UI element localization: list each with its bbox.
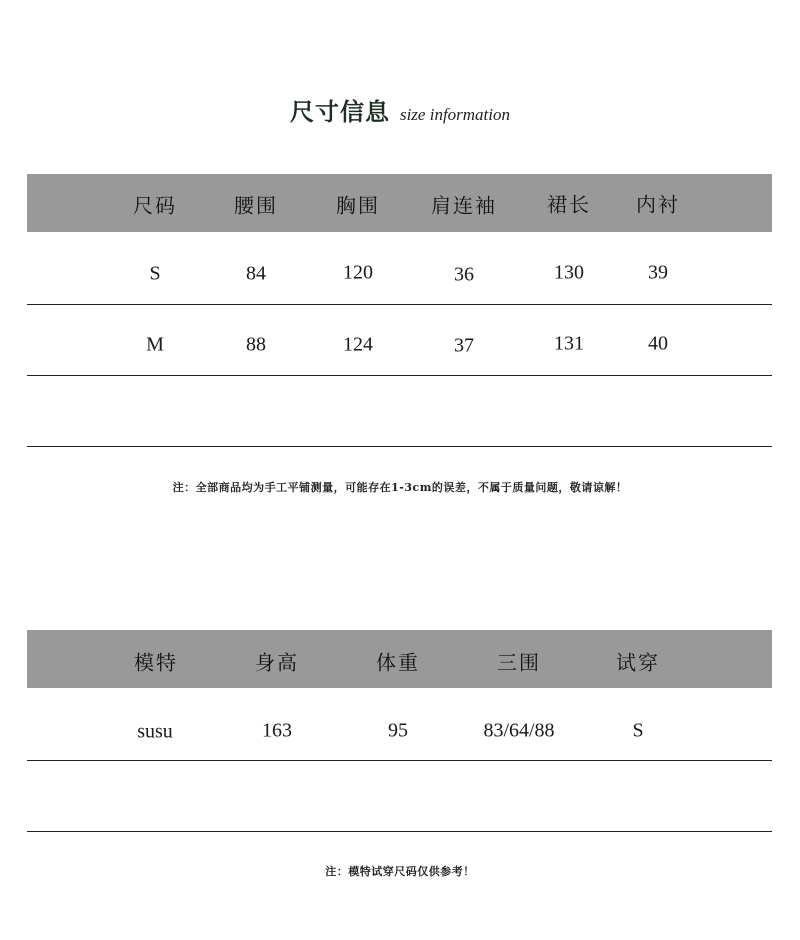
model-header-weight: 体重: [376, 650, 420, 675]
size-cell: M: [146, 333, 164, 356]
size-header-size: 尺码: [133, 193, 177, 218]
title-zh: 尺寸信息: [289, 97, 390, 126]
row-divider: [27, 304, 772, 305]
row-divider: [27, 446, 772, 447]
row-divider: [27, 831, 772, 832]
size-header-chest: 胸围: [336, 193, 380, 218]
size-cell: 120: [343, 261, 373, 284]
model-cell: susu: [137, 720, 173, 743]
title-en: size information: [399, 105, 511, 124]
size-cell: 130: [554, 261, 584, 284]
size-header-shoulder-sleeve: 肩连袖: [431, 193, 497, 218]
row-divider: [27, 760, 772, 761]
model-header-height: 身高: [255, 650, 299, 675]
model-cell: 95: [388, 719, 408, 742]
size-cell: 131: [554, 332, 584, 355]
model-cell: 83/64/88: [483, 719, 555, 742]
size-cell: 37: [454, 334, 474, 357]
size-header-lining: 内衬: [636, 192, 680, 217]
page-title: [0, 92, 800, 127]
size-cell: S: [149, 262, 161, 285]
size-note: 注：全部商品均为手工平铺测量，可能存在1-3cm的误差，不属于质量问题，敬请谅解！: [172, 481, 628, 494]
size-cell: 40: [648, 332, 668, 355]
size-header-skirt-length: 裙长: [547, 192, 591, 217]
model-header-model: 模特: [134, 650, 178, 675]
size-cell: 39: [648, 261, 668, 284]
size-header-waist: 腰围: [234, 193, 278, 218]
model-cell: 163: [262, 719, 292, 742]
size-cell: 84: [246, 262, 266, 285]
model-header-fitting-size: 试穿: [616, 650, 660, 675]
size-cell: 124: [343, 333, 373, 356]
row-divider: [27, 375, 772, 376]
model-header-measurements: 三围: [497, 650, 541, 675]
size-cell: 36: [454, 263, 474, 286]
model-note: 注：模特试穿尺码仅供参考！: [325, 865, 475, 878]
model-cell: S: [632, 719, 644, 742]
size-cell: 88: [246, 333, 266, 356]
